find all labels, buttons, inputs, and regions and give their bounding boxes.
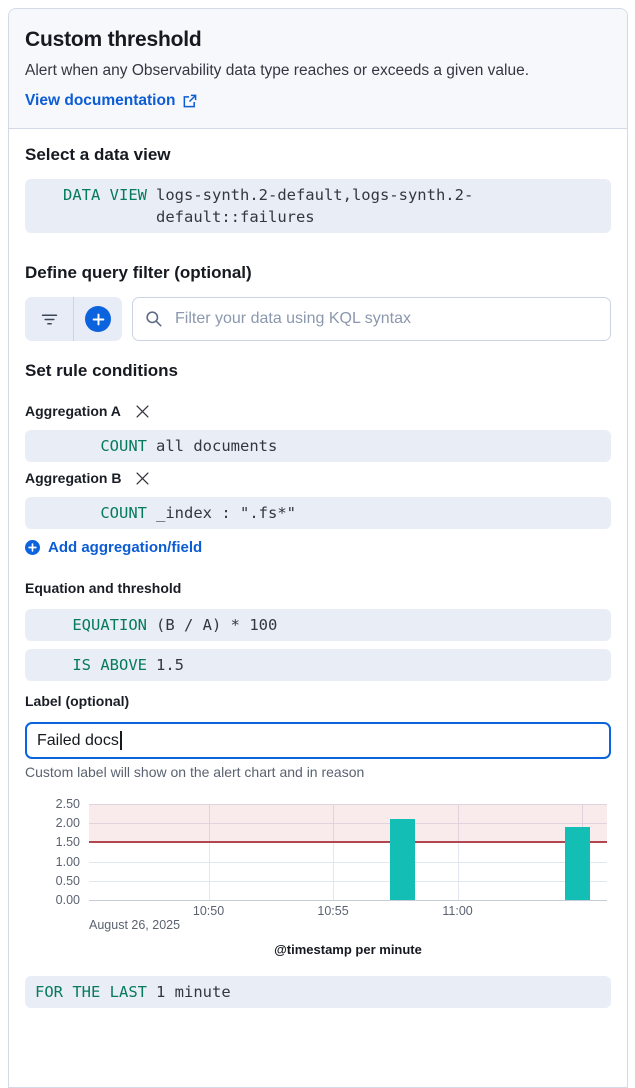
chart-x-axis-labels: [89, 901, 607, 918]
expression-keyword: COUNT: [100, 437, 147, 455]
close-icon: [136, 405, 149, 418]
expression-keyword: EQUATION: [72, 616, 147, 634]
query-filter-row: [25, 297, 611, 341]
filter-button-group: [25, 297, 122, 341]
expression-keyword: COUNT: [100, 504, 147, 522]
text-caret: [120, 731, 122, 750]
chart-bar-0: [390, 819, 415, 900]
equation-expression[interactable]: [25, 609, 611, 641]
chart-x-tick-label: 11:00: [442, 904, 473, 918]
chart-gridline-y: [89, 862, 607, 863]
chart-y-tick-label: 0.50: [55, 873, 80, 888]
aggregation-a-label: Aggregation A: [25, 403, 121, 419]
flyout-header: [9, 9, 627, 129]
label-help-text: Custom label will show on the alert chart and in reason: [25, 764, 365, 780]
search-icon: [145, 310, 163, 328]
page-title: Custom threshold: [25, 28, 202, 51]
filter-menu-button[interactable]: [25, 297, 73, 341]
chart-y-tick-label: 2.00: [55, 816, 80, 831]
expression-value: logs-synth.2-default,logs-synth.2-default::failures: [156, 186, 474, 226]
label-input-wrap: [25, 722, 611, 759]
aggregation-b-label: Aggregation B: [25, 470, 122, 486]
equation-threshold-label: Equation and threshold: [25, 580, 182, 596]
remove-aggregation-a-button[interactable]: [136, 405, 149, 418]
rule-conditions-heading: Set rule conditions: [25, 361, 179, 380]
chart-y-tick-label: 2.50: [55, 797, 80, 811]
time-window-expression[interactable]: [25, 976, 611, 1008]
expression-value: all documents: [156, 437, 278, 455]
expression-value: _index : ".fs*": [156, 504, 296, 522]
query-filter-heading: Define query filter (optional): [25, 263, 252, 282]
threshold-expression[interactable]: [25, 649, 611, 681]
expression-keyword: FOR THE LAST: [35, 983, 147, 1001]
aggregation-b-expression[interactable]: [25, 497, 611, 529]
kql-search-box: [132, 297, 611, 341]
expression-keyword: DATA VIEW: [63, 186, 147, 204]
external-link-icon: [182, 94, 197, 109]
label-input[interactable]: [25, 722, 611, 759]
chart-date-label: August 26, 2025: [89, 918, 181, 932]
threshold-line: [89, 841, 607, 843]
expression-keyword: IS ABOVE: [72, 656, 147, 674]
close-icon: [136, 472, 149, 485]
expression-value: 1 minute: [156, 983, 231, 1001]
custom-threshold-flyout: [8, 8, 628, 1088]
data-view-heading: Select a data view: [25, 145, 171, 164]
chart-y-tick-label: 0.00: [55, 893, 80, 907]
view-documentation-label: View documentation: [25, 92, 176, 109]
aggregation-a-row: [25, 403, 611, 419]
add-aggregation-link[interactable]: [25, 539, 202, 556]
chart-bar-1: [565, 827, 590, 900]
remove-aggregation-b-button[interactable]: [136, 472, 149, 485]
view-documentation-link[interactable]: [25, 92, 197, 110]
plus-icon: [85, 306, 111, 332]
expression-value: 1.5: [156, 656, 184, 674]
threshold-region: [89, 804, 607, 842]
page-description: Alert when any Observability data type reaches or exceeds a given value.: [25, 62, 530, 79]
kql-search-input[interactable]: [173, 309, 598, 329]
chart-y-tick-label: 1.50: [55, 835, 80, 850]
filter-icon: [41, 311, 58, 328]
preview-chart: [25, 797, 611, 957]
expression-value: (B / A) * 100: [156, 616, 278, 634]
chart-gridline-y: [89, 881, 607, 882]
plus-in-circle-icon: [25, 540, 40, 555]
label-optional-label: Label (optional): [25, 693, 130, 709]
data-view-expression[interactable]: [25, 179, 611, 233]
chart-y-tick-label: 1.00: [55, 854, 80, 869]
aggregation-b-row: [25, 470, 611, 486]
add-filter-button[interactable]: [73, 297, 122, 341]
add-aggregation-label: Add aggregation/field: [48, 539, 203, 556]
chart-x-axis-title: @timestamp per minute: [274, 942, 422, 957]
chart-x-tick-label: 10:55: [317, 904, 349, 918]
flyout-body: [9, 129, 627, 1024]
chart-x-tick-label: 10:50: [192, 904, 225, 918]
chart-plot: [55, 797, 607, 907]
aggregation-a-expression[interactable]: [25, 430, 611, 462]
